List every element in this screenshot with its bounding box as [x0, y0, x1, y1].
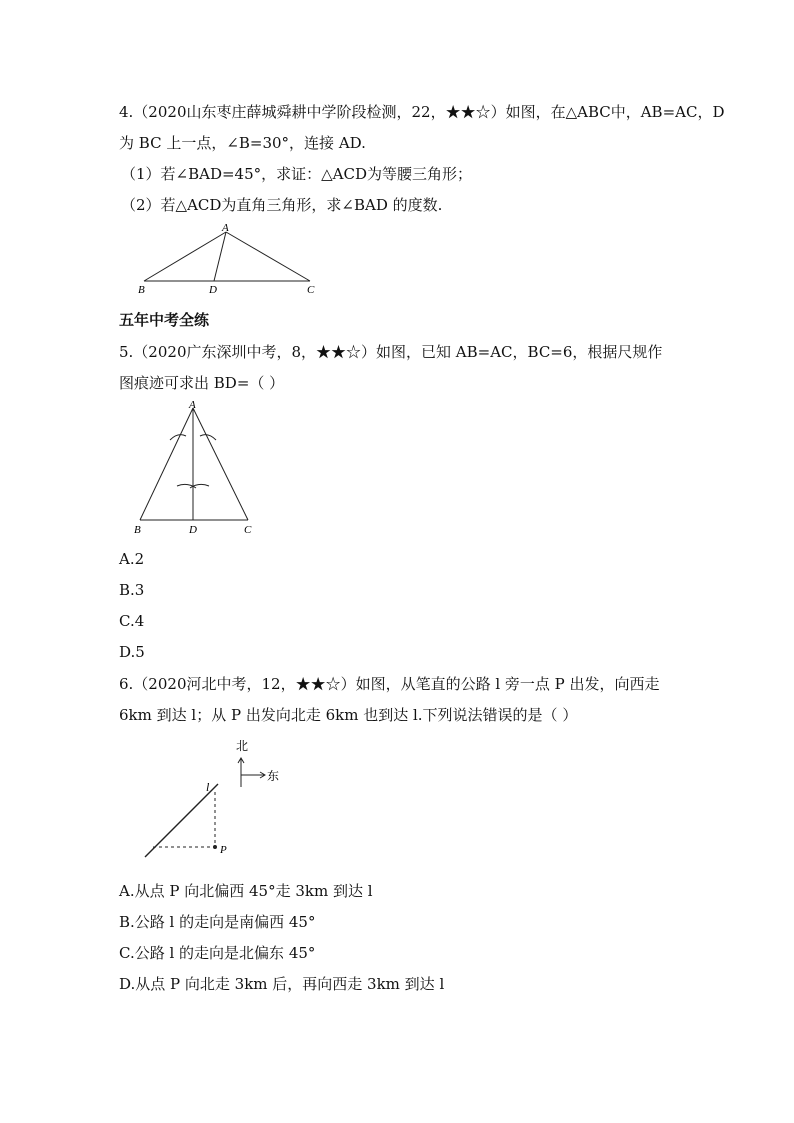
q5-line1: 5.（2020广东深圳中考，8，★★☆）如图，已知 AB=AC，BC=6，根据尺规作 — [119, 343, 663, 361]
road-label-l: l — [206, 780, 210, 794]
road-line-l — [145, 784, 218, 857]
q6-option-b: B.公路 l 的走向是南偏西 45° — [119, 913, 316, 931]
q6-option-a: A.从点 P 向北偏西 45°走 3km 到达 l — [119, 882, 373, 900]
q5-line2: 图痕迹可求出 BD=（ ） — [119, 374, 285, 392]
q5-label-c: C — [244, 524, 252, 536]
q5-option-d: D.5 — [119, 643, 145, 661]
q6-option-c: C.公路 l 的走向是北偏东 45° — [119, 944, 316, 962]
q5-label-a: A — [189, 399, 196, 411]
section-title: 五年中考全练 — [119, 311, 210, 329]
q4-label-d: D — [209, 284, 217, 296]
q4-label-b: B — [138, 284, 145, 296]
q4-triangle-figure — [130, 222, 330, 297]
q5-label-b: B — [134, 524, 141, 536]
q6-line2: 6km 到达 l；从 P 出发向北走 6km 也到达 l.下列说法错误的是（ ） — [119, 706, 578, 724]
q5-option-a: A.2 — [119, 550, 145, 568]
q5-segment-ac — [193, 408, 248, 520]
q5-construction-figure — [130, 398, 270, 538]
q5-option-b: B.3 — [119, 581, 145, 599]
q4-line1: 4.（2020山东枣庄薛城舜耕中学阶段检测，22，★★☆）如图，在△ABC中，AB=AC，D — [119, 103, 725, 121]
q4-part2: （2）若△ACD为直角三角形，求∠BAD 的度数. — [121, 196, 443, 214]
q5-option-c: C.4 — [119, 612, 145, 630]
point-label-p: P — [220, 844, 227, 856]
q4-label-a: A — [222, 222, 229, 234]
q4-segment-ac — [226, 232, 310, 281]
q6-line1: 6.（2020河北中考，12，★★☆）如图，从笔直的公路 l 旁一点 P 出发，向西走 — [119, 675, 660, 693]
q4-part1: （1）若∠BAD=45°，求证：△ACD为等腰三角形； — [121, 165, 473, 183]
q4-line2: 为 BC 上一点，∠B=30°，连接 AD. — [119, 134, 366, 152]
compass-north-label: 北 — [236, 739, 249, 753]
q6-road-figure — [140, 737, 300, 862]
q5-segment-ab — [140, 408, 193, 520]
q4-label-c: C — [307, 284, 315, 296]
q4-segment-ab — [144, 232, 226, 281]
compass-east-label: 东 — [267, 769, 280, 783]
q4-segment-ad — [214, 232, 226, 281]
q6-option-d: D.从点 P 向北走 3km 后，再向西走 3km 到达 l — [119, 975, 445, 993]
q5-label-d: D — [189, 524, 197, 536]
point-p — [213, 845, 217, 849]
